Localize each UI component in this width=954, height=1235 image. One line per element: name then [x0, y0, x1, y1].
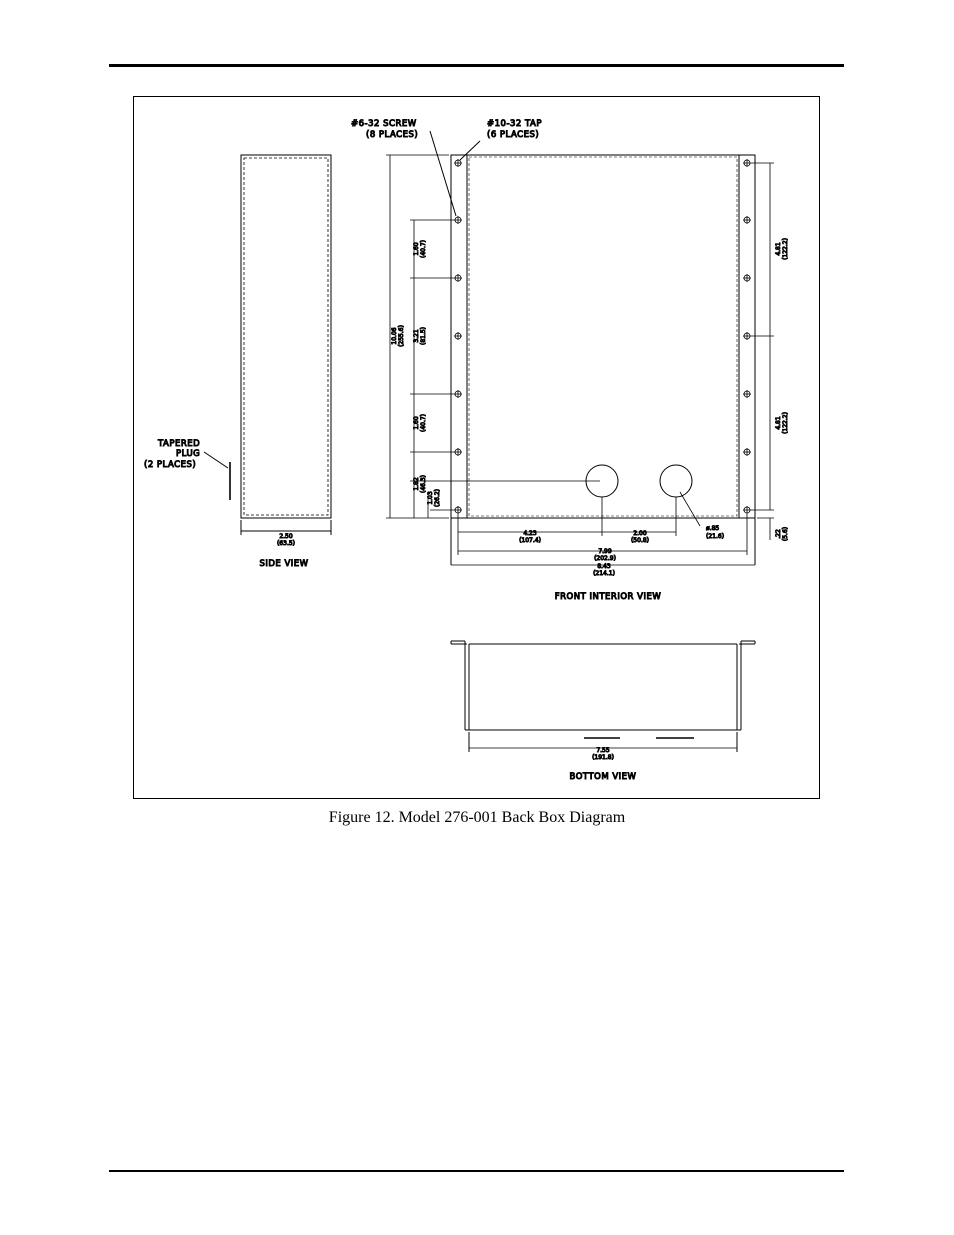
dim-right-bottom: .22	[775, 529, 782, 539]
hole-marker	[743, 274, 751, 282]
screw-leader	[430, 131, 456, 216]
dim-knockout-height: 1.82	[413, 477, 420, 491]
dim-spacing-c: 1.60	[413, 416, 420, 430]
plug-callout-line2: PLUG	[176, 449, 201, 459]
dim-bottom-width-mm: (191.8)	[592, 754, 614, 761]
dim-bottom-offset-mm: (26.2)	[434, 488, 441, 508]
dim-side-width: 2.50	[279, 533, 293, 540]
dim-knockout-x: 4.23	[523, 530, 537, 537]
dim-knockout-spacing: 2.00	[633, 530, 647, 537]
hole-marker	[743, 448, 751, 456]
dim-knockout-x-mm: (107.4)	[519, 537, 541, 544]
dim-right-lower-mm: (122.2)	[782, 412, 789, 434]
hole-marker	[454, 216, 462, 224]
dim-knockout-spacing-mm: (50.8)	[630, 537, 650, 544]
dim-overall-height: 10.06	[391, 327, 398, 345]
dim-hole-span: 7.99	[598, 548, 612, 555]
plug-callout-line1: TAPERED	[158, 439, 201, 449]
dim-bottom-width: 7.55	[596, 747, 610, 754]
dim-spacing-b-mm: (81.5)	[420, 326, 427, 346]
hole-marker	[454, 274, 462, 282]
dim-right-lower: 4.81	[775, 416, 782, 430]
hole-marker	[743, 506, 751, 514]
dim-spacing-a: 1.60	[413, 242, 420, 256]
knockout-right	[660, 465, 692, 497]
hole-marker	[743, 332, 751, 340]
screw-callout-line2: (8 PLACES)	[366, 130, 419, 140]
figure-caption: Figure 12. Model 276-001 Back Box Diagram	[328, 809, 626, 826]
hole-marker	[454, 448, 462, 456]
hole-marker	[743, 159, 751, 167]
screw-callout-line1: #6-32 SCREW	[351, 119, 417, 129]
front-view-label: FRONT INTERIOR VIEW	[554, 592, 662, 602]
hole-marker	[454, 390, 462, 398]
dim-knockout-height-mm: (46.3)	[420, 474, 427, 494]
dim-spacing-a-mm: (40.7)	[420, 239, 427, 259]
dim-bottom-offset: 1.03	[427, 491, 434, 505]
bottom-view-label: BOTTOM VIEW	[569, 772, 637, 782]
right-dimension-text	[775, 238, 789, 541]
tap-callout-line1: #10-32 TAP	[487, 119, 542, 129]
dim-knockout-dia-mm: (21.6)	[706, 533, 725, 540]
dim-right-upper: 4.81	[775, 242, 782, 256]
left-dimension-text	[391, 240, 441, 507]
dim-spacing-b: 3.21	[413, 329, 420, 343]
hole-marker	[454, 159, 462, 167]
bottom-view	[451, 641, 755, 752]
back-box-diagram	[133, 96, 820, 799]
dim-right-upper-mm: (122.2)	[782, 238, 789, 260]
dim-overall-width-mm: (214.1)	[593, 570, 615, 577]
hole-marker	[743, 216, 751, 224]
hole-marker	[743, 390, 751, 398]
dim-right-bottom-mm: (5.6)	[782, 526, 789, 542]
dim-overall-height-mm: (255.6)	[398, 325, 405, 347]
dim-spacing-c-mm: (40.7)	[420, 413, 427, 433]
dim-knockout-dia: ø.85	[706, 525, 720, 532]
dim-side-width-mm: (63.5)	[276, 540, 296, 547]
front-interior-view	[451, 155, 755, 565]
side-view-label: SIDE VIEW	[259, 559, 309, 569]
tap-callout-line2: (6 PLACES)	[487, 130, 540, 140]
dim-hole-span-mm: (202.9)	[594, 555, 616, 562]
mounting-holes	[454, 159, 751, 514]
side-view	[204, 155, 331, 535]
right-dimensions	[751, 163, 774, 540]
footer-rule	[109, 1170, 844, 1172]
plug-callout-line3: (2 PLACES)	[144, 460, 197, 470]
hole-marker	[454, 506, 462, 514]
header-rule	[109, 64, 844, 67]
dim-overall-width: 8.43	[597, 563, 611, 570]
hole-marker	[454, 332, 462, 340]
